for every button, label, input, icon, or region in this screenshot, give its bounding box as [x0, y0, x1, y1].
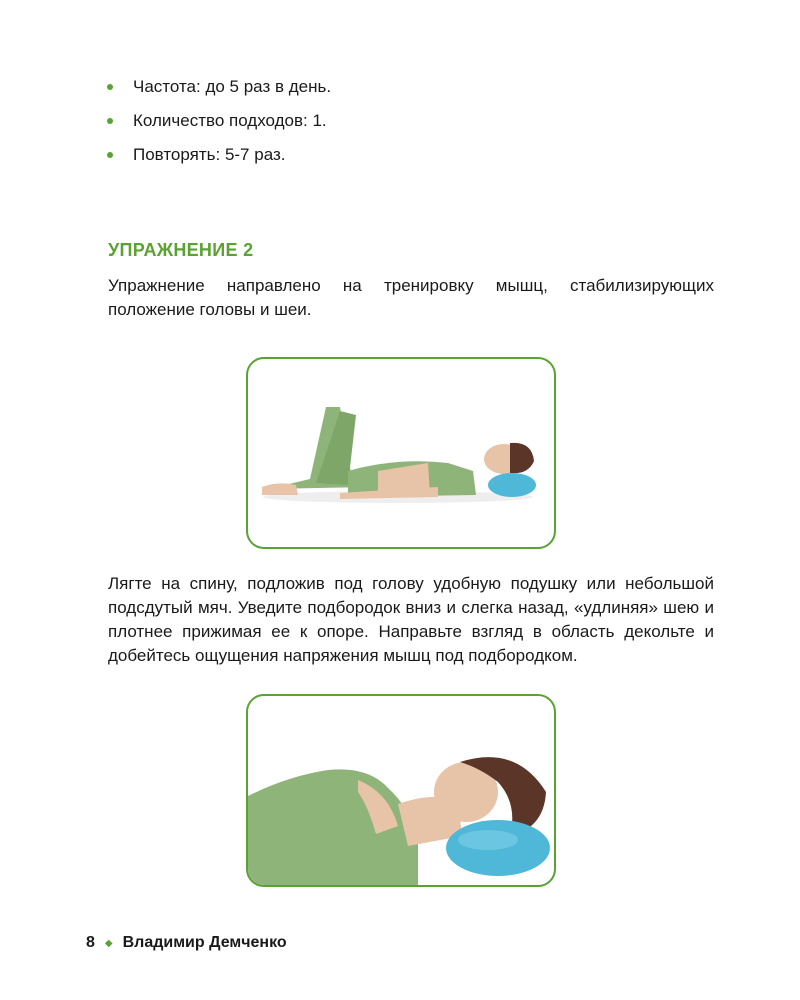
intro-paragraph: Упражнение направлено на тренировку мышц, стабилизирующих положение головы и шеи.: [108, 276, 714, 319]
woman-lying-illustration: [248, 359, 554, 547]
bullet-list: [105, 75, 331, 177]
bullet-item: Количество подходов: 1.: [105, 109, 331, 143]
bullet-icon: [107, 84, 113, 90]
bullet-item: Повторять: 5-7 раз.: [105, 143, 331, 177]
woman-head-closeup-illustration: [248, 696, 554, 885]
footer-separator-icon: ◆: [104, 937, 113, 949]
section-title: УПРАЖНЕНИЕ 2: [108, 240, 254, 260]
instructions-paragraph: Лягте на спину, подложив под голову удобную подушку или небольшой подсдутый мяч. Уведите подбородок вниз и слегка назад, «удлиняя» шею и плотнее прижимая ее к опоре. Направьте взгляд в область декольте и добейтесь ощущения напряжения мышц под подбородком.: [108, 574, 714, 665]
page-number: 8: [86, 934, 95, 951]
bullet-icon: [107, 152, 113, 158]
exercise-photo-closeup: [246, 694, 556, 887]
page-footer: [86, 934, 287, 952]
bullet-item: Частота: до 5 раз в день.: [105, 75, 331, 109]
exercise-photo-full-body: [246, 357, 556, 549]
author-name: Владимир Демченко: [122, 934, 287, 951]
bullet-icon: [107, 118, 113, 124]
